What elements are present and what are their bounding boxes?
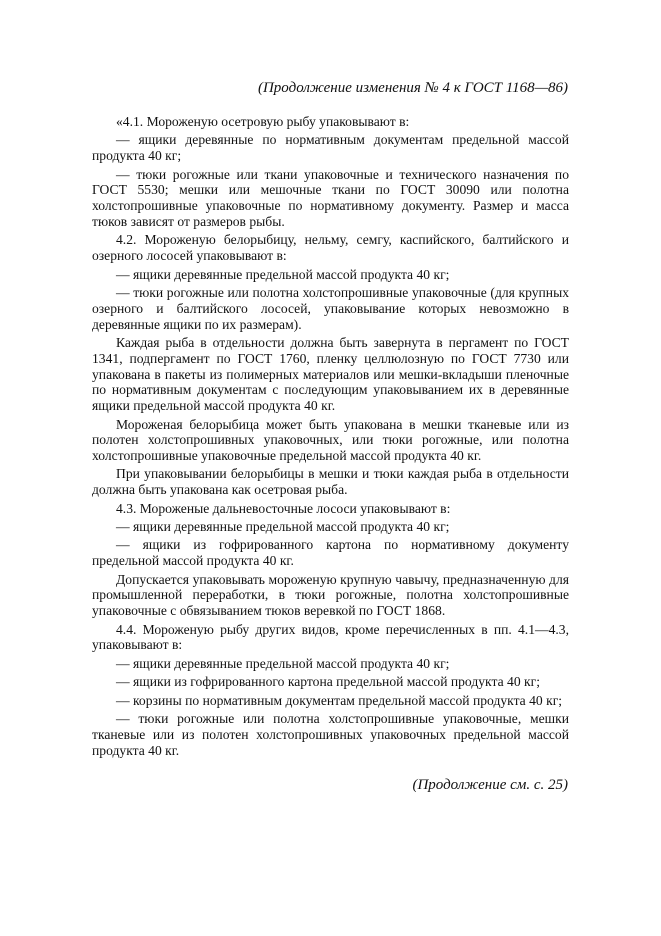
- paragraph: При упаковывании белорыбицы в мешки и тюки каждая рыба в отдельности должна быть упакована как осетровая рыба.: [92, 466, 569, 498]
- paragraph: Мороженая белорыбица может быть упакована в мешки тканевые или из полотен холстопрошивных упаковочных, или тюки рогожные, или полотна холстопрошивные упаковочные предельной массой продукта 40 кг.: [92, 416, 569, 464]
- list-item: — тюки рогожные или ткани упаковочные и технического назначения по ГОСТ 5530; мешки или мешочные ткани по ГОСТ 30090 или полотна холстопрошивные упаковочные по нормативному документу. Размер и масса тюков зависят от размеров рыбы.: [92, 166, 569, 229]
- list-item: — ящики из гофрированного картона по нормативному документу предельной массой продукта 40 кг.: [92, 537, 569, 569]
- paragraph-4-3-intro: 4.3. Мороженые дальневосточные лососи упаковывают в:: [116, 500, 451, 516]
- list-item: — ящики деревянные предельной массой продукта 40 кг;: [116, 655, 450, 671]
- list-item: — корзины по нормативным документам предельной массой продукта 40 кг;: [116, 692, 563, 708]
- list-item: — тюки рогожные или полотна холстопрошивные упаковочные (для крупных озерного и балтийского лососей, упаковывание которых невозможно в деревянные ящики по их размерам).: [92, 284, 569, 332]
- paragraph: Каждая рыба в отдельности должна быть завернута в пергамент по ГОСТ 1341, подпергамент по ГОСТ 1760, пленку целлюлозную по ГОСТ 7730 или упакована в пакеты из полимерных материалов или мешки-вкладыши пленочные по нормативным документам с последующим упаковыванием их в деревянные ящики предельной массой продукта 40 кг.: [92, 334, 569, 414]
- paragraph-4-4-intro: 4.4. Мороженую рыбу других видов, кроме перечисленных в пп. 4.1—4.3, упаковывают в:: [92, 621, 569, 653]
- paragraph-4-2-intro: 4.2. Мороженую белорыбицу, нельму, семгу, каспийского, балтийского и озерного лососей упаковывают в:: [92, 232, 569, 264]
- list-item: — ящики из гофрированного картона предельной массой продукта 40 кг;: [116, 674, 540, 690]
- continuation-footer: (Продолжение см. с. 25): [412, 777, 568, 793]
- list-item: — тюки рогожные или полотна холстопрошивные упаковочные, мешки тканевые или из полотен холстопрошивных упаковочных предельной массой продукта 40 кг.: [92, 710, 569, 758]
- list-item: — ящики деревянные по нормативным документам предельной массой продукта 40 кг;: [92, 132, 569, 164]
- document-body: [92, 114, 569, 761]
- list-item: — ящики деревянные предельной массой продукта 40 кг;: [116, 266, 450, 282]
- list-item: — ящики деревянные предельной массой продукта 40 кг;: [116, 519, 450, 535]
- paragraph: Допускается упаковывать мороженую крупную чавычу, предназначенную для промышленной переработки, в тюки рогожные, полотна холстопрошивные упаковочные с обвязыванием тюков веревкой по ГОСТ 1868.: [92, 571, 569, 619]
- continuation-header: (Продолжение изменения № 4 к ГОСТ 1168—86): [257, 80, 568, 96]
- paragraph-4-1-intro: «4.1. Мороженую осетровую рыбу упаковывают в:: [116, 114, 410, 129]
